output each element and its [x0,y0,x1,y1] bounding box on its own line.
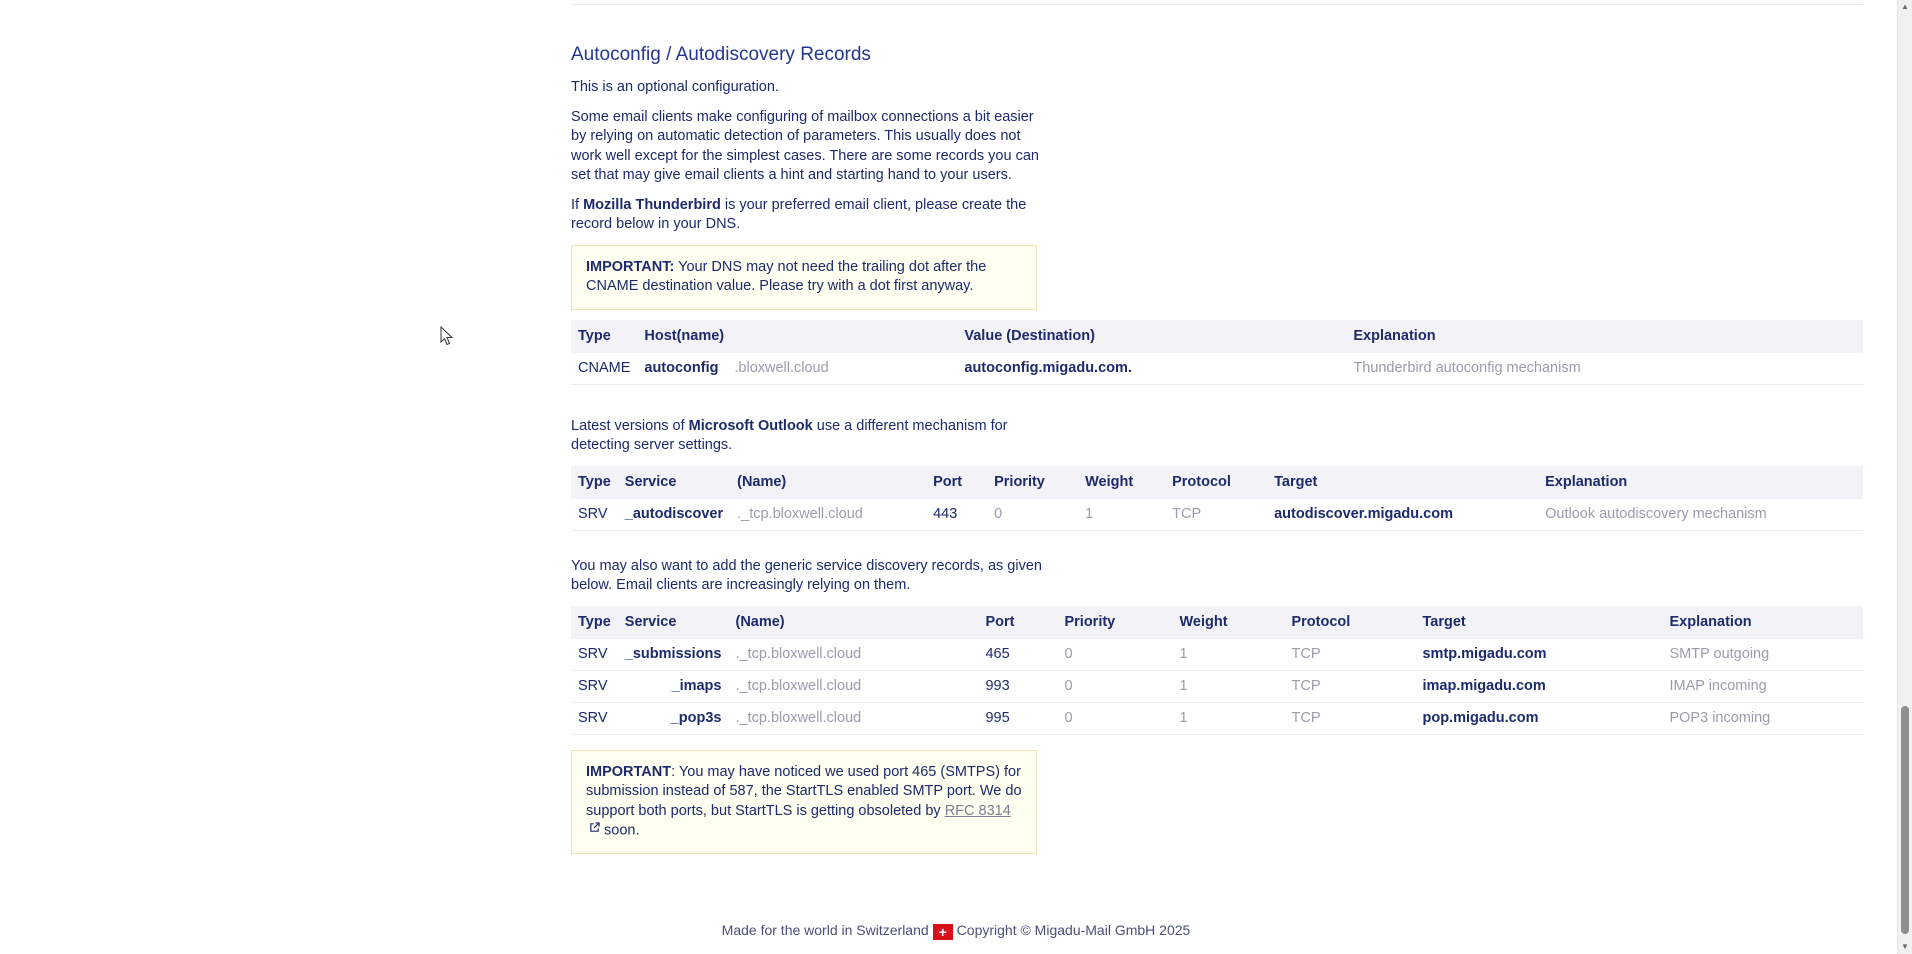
record-port[interactable]: 465 [978,639,1057,671]
record-explanation: IMAP incoming [1662,670,1863,702]
col-name: (Name) [730,466,926,499]
record-weight[interactable]: 1 [1172,639,1284,671]
col-priority: Priority [1057,606,1172,639]
col-explanation: Explanation [1346,320,1863,353]
col-value: Value (Destination) [957,320,1346,353]
generic-srv-paragraph: You may also want to add the generic service discovery records, as given below. Email clients are increasingly relying on them. [571,557,1042,593]
record-name[interactable]: ._tcp.bloxwell.cloud [728,639,978,671]
col-type: Type [571,466,618,499]
record-type[interactable]: SRV [571,670,618,702]
record-name[interactable]: ._tcp.bloxwell.cloud [728,670,978,702]
record-target[interactable]: pop.migadu.com [1415,702,1662,734]
record-weight[interactable]: 1 [1172,702,1284,734]
autodiscover-srv-table [571,466,1863,531]
col-explanation: Explanation [1538,466,1863,499]
cname-records-table [571,320,1863,385]
outlook-name: Microsoft Outlook [688,417,813,434]
col-service: Service [618,466,730,499]
record-name[interactable]: ._tcp.bloxwell.cloud [728,702,978,734]
external-link-icon[interactable] [589,821,600,841]
record-explanation: Outlook autodiscovery mechanism [1538,499,1863,531]
footer-copyright: Copyright © Migadu-Mail GmbH 2025 [956,922,1191,938]
dns-trailing-dot-notice: IMPORTANT: Your DNS may not need the trailing dot after the CNAME destination value. Please try with a dot first anyway. [571,245,1037,310]
record-service[interactable]: _autodiscover [618,499,730,531]
intro-paragraph: Some email clients make configuring of mailbox connections a bit easier by relying on automatic detection of parameters. This usually does not work well except for the simplest cases. There are some records you can set that may give email clients a hint and starting hand to your users. [571,108,1039,183]
col-host: Host(name) [637,320,957,353]
col-target: Target [1267,466,1538,499]
col-port: Port [978,606,1057,639]
scroll-up-arrow-icon[interactable]: ▲ [1901,2,1909,11]
notice-label: IMPORTANT: [586,258,675,275]
smtps-port-notice: IMPORTANT: You may have noticed we used port 465 (SMTPS) for submission instead of 587, the StartTLS enabled SMTP port. We do support both ports, but StartTLS is getting obsoleted by RFC 8314 soon. [571,750,1037,855]
vertical-scrollbar[interactable] [1897,0,1912,954]
record-value[interactable]: autoconfig.migadu.com. [957,353,1346,385]
table-header-row [571,606,1863,639]
record-port[interactable]: 993 [978,670,1057,702]
record-target[interactable]: imap.migadu.com [1415,670,1662,702]
table-row [571,499,1863,531]
col-priority: Priority [987,466,1078,499]
col-protocol: Protocol [1284,606,1415,639]
record-weight[interactable]: 1 [1172,670,1284,702]
record-explanation: POP3 incoming [1662,702,1863,734]
page-footer [0,922,1912,940]
record-service[interactable]: _submissions [618,639,729,671]
scroll-down-arrow-icon[interactable]: ▼ [1901,942,1909,951]
scrollbar-thumb[interactable] [1901,706,1909,934]
table-row [571,670,1863,702]
record-port[interactable]: 995 [978,702,1057,734]
col-service: Service [618,606,729,639]
table-row [571,353,1863,385]
col-type: Type [571,320,637,353]
record-service[interactable]: _imaps [618,670,729,702]
table-header-row [571,466,1863,499]
outlook-paragraph: Latest versions of Microsoft Outlook use a different mechanism for detecting server settings. [571,417,1008,453]
rfc-8314-link[interactable]: RFC 8314 [944,802,1011,819]
section-title: Autoconfig / Autodiscovery Records [571,44,871,65]
col-target: Target [1415,606,1662,639]
swiss-flag-icon: + [933,924,953,940]
record-priority[interactable]: 0 [1057,639,1172,671]
record-priority[interactable]: 0 [987,499,1078,531]
record-type[interactable]: CNAME [571,353,637,385]
record-protocol[interactable]: TCP [1284,639,1415,671]
col-type: Type [571,606,618,639]
autoconfig-section [571,44,1863,864]
record-name[interactable]: ._tcp.bloxwell.cloud [730,499,926,531]
table-header-row [571,320,1863,353]
generic-srv-table [571,606,1863,735]
record-domain[interactable]: .bloxwell.cloud [727,353,957,385]
col-weight: Weight [1078,466,1165,499]
mouse-pointer-icon [440,326,454,350]
record-priority[interactable]: 0 [1057,670,1172,702]
record-type[interactable]: SRV [571,499,618,531]
record-protocol[interactable]: TCP [1284,670,1415,702]
table-row [571,702,1863,734]
record-host[interactable]: autoconfig [637,353,727,385]
table-row [571,639,1863,671]
col-weight: Weight [1172,606,1284,639]
footer-made-in: Made for the world in Switzerland [721,922,929,938]
notice-label: IMPORTANT [586,763,672,780]
record-protocol[interactable]: TCP [1284,702,1415,734]
thunderbird-name: Mozilla Thunderbird [583,196,721,213]
record-explanation: Thunderbird autoconfig mechanism [1346,353,1863,385]
thunderbird-paragraph: If Mozilla Thunderbird is your preferred email client, please create the record below in your DNS. [571,196,1027,232]
record-port[interactable]: 443 [926,499,987,531]
col-explanation: Explanation [1662,606,1863,639]
record-type[interactable]: SRV [571,639,618,671]
record-target[interactable]: autodiscover.migadu.com [1267,499,1538,531]
col-protocol: Protocol [1165,466,1267,499]
record-target[interactable]: smtp.migadu.com [1415,639,1662,671]
record-priority[interactable]: 0 [1057,702,1172,734]
col-port: Port [926,466,987,499]
section-divider [571,4,1863,5]
col-name: (Name) [728,606,978,639]
record-explanation: SMTP outgoing [1662,639,1863,671]
record-protocol[interactable]: TCP [1165,499,1267,531]
record-service[interactable]: _pop3s [618,702,729,734]
optional-note: This is an optional configuration. [571,79,779,95]
record-type[interactable]: SRV [571,702,618,734]
record-weight[interactable]: 1 [1078,499,1165,531]
